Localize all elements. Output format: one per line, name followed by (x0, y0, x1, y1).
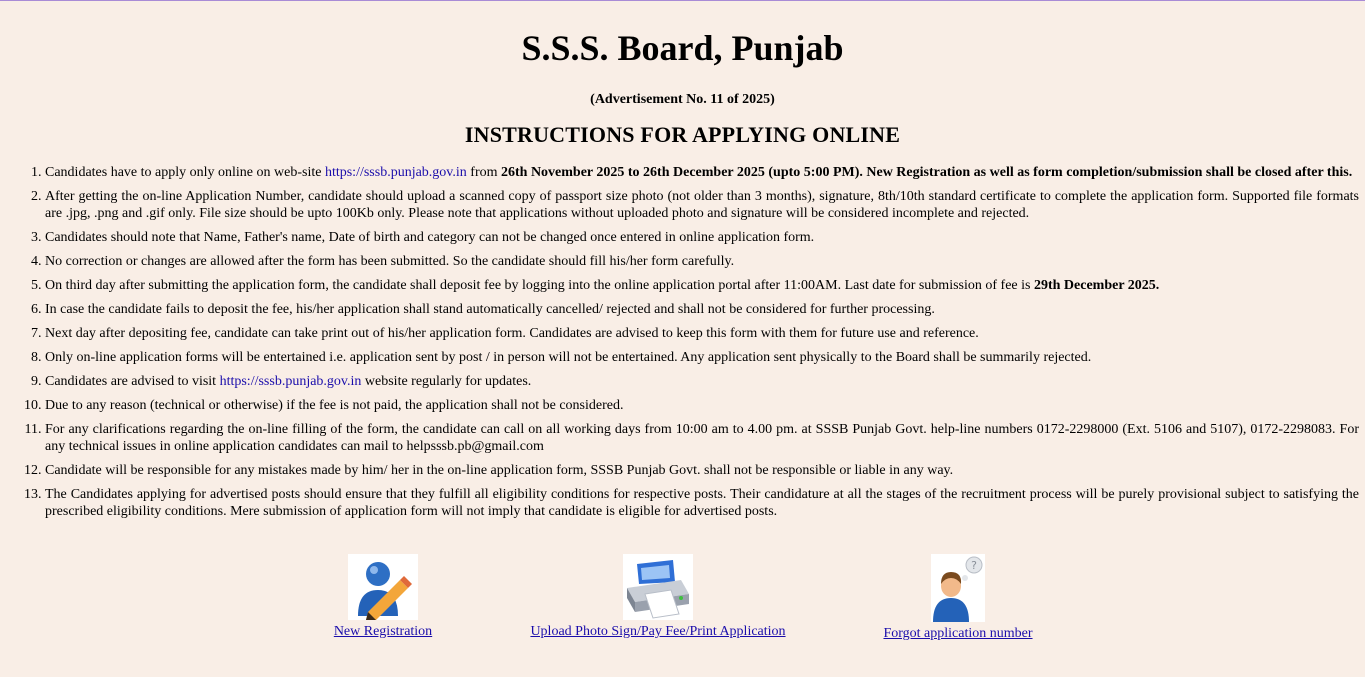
forgot-number-action[interactable] (873, 554, 1043, 642)
instruction-item: 3. Candidates should note that Name, Father's name, Date of birth and category can not be changed once entered in online application form. (45, 229, 1359, 246)
upload-print-action[interactable] (523, 554, 793, 640)
user-question-icon[interactable] (931, 554, 985, 622)
new-registration-action[interactable] (318, 554, 448, 640)
instruction-item: 12. Candidate will be responsible for any mistakes made by him/ her in the on-line application form, SSSB Punjab Govt. shall not be responsible or liable in any way. (45, 462, 1359, 479)
instruction-item: 13. The Candidates applying for advertised posts should ensure that they fulfill all eligibility conditions for respective posts. Their candidature at all the stages of the recruitment process will be purely provisional subject to satisfying the prescribed eligibility conditions. Mere submission of application form will not imply that candidate is eligible for advertised posts. (45, 486, 1359, 520)
instruction-item: 11. For any clarifications regarding the on-line filling of the form, the candidate can call on all working days from 10:00 am to 4.00 pm. at SSSB Punjab Govt. help-line numbers 0172-2298000 (Ext. 5106 and 5107), 0172-2298083. For any technical issues in online application candidates can mail to helpsssb.pb@gmail.com (45, 421, 1359, 455)
user-pencil-icon[interactable] (348, 554, 418, 620)
instruction-item: 1. Candidates have to apply only online on web-site https://sssb.punjab.gov.in from 26th November 2025 to 26th December 2025 (upto 5:00 PM). New Registration as well as form completion/submission shall be closed after this. (45, 164, 1359, 181)
advertisement-number: (Advertisement No. 11 of 2025) (590, 92, 775, 107)
instruction-item: 4. No correction or changes are allowed after the form has been submitted. So the candidate should fill his/her form carefully. (45, 253, 1359, 270)
application-dates: 26th November 2025 to 26th December 2025 (upto 5:00 PM). New Registration as well as form completion/submission shall be closed after this. (501, 165, 1353, 180)
new-registration-link[interactable]: New Registration (333, 624, 433, 639)
instruction-item: 10. Due to any reason (technical or otherwise) if the fee is not paid, the application shall not be considered. (45, 397, 1359, 414)
page-title: S.S.S. Board, Punjab (521, 28, 844, 68)
website-link[interactable]: https://sssb.punjab.gov.in (324, 165, 467, 180)
fee-last-date: 29th December 2025. (1033, 278, 1160, 293)
instruction-item: 9. Candidates are advised to visit https://sssb.punjab.gov.in website regularly for updates. (45, 373, 1359, 390)
printer-icon[interactable] (623, 554, 693, 620)
instruction-item: 7. Next day after depositing fee, candidate can take print out of his/her application form. Candidates are advised to keep this form with them for future use and reference. (45, 325, 1359, 342)
instruction-item: 5. On third day after submitting the application form, the candidate shall deposit fee by logging into the online application portal after 11:00AM. Last date for submission of fee is 29th December 2025. (45, 277, 1359, 294)
website-link[interactable]: https://sssb.punjab.gov.in (219, 374, 362, 389)
instruction-item: 8. Only on-line application forms will be entertained i.e. application sent by post / in person will not be entertained. Any application sent physically to the Board shall be summarily rejected. (45, 349, 1359, 366)
instruction-item: 6. In case the candidate fails to deposit the fee, his/her application shall stand automatically cancelled/ rejected and shall not be considered for further processing. (45, 301, 1359, 318)
instructions-heading: INSTRUCTIONS FOR APPLYING ONLINE (464, 122, 901, 147)
instruction-item: 2. After getting the on-line Application Number, candidate should upload a scanned copy of passport size photo (not older than 3 months), signature, 8th/10th standard certificate to complete the application form. Supported file formats are .jpg, .png and .gif only. File size should be upto 100Kb only. Please note that applications without uploaded photo and signature will be considered incomplete and rejected. (45, 188, 1359, 222)
action-links (0, 554, 1365, 654)
upload-print-link[interactable]: Upload Photo Sign/Pay Fee/Print Application (530, 624, 786, 639)
forgot-number-link[interactable]: Forgot application number (883, 626, 1033, 641)
instructions-list (0, 164, 1365, 520)
svg-text:?: ? (971, 559, 977, 572)
